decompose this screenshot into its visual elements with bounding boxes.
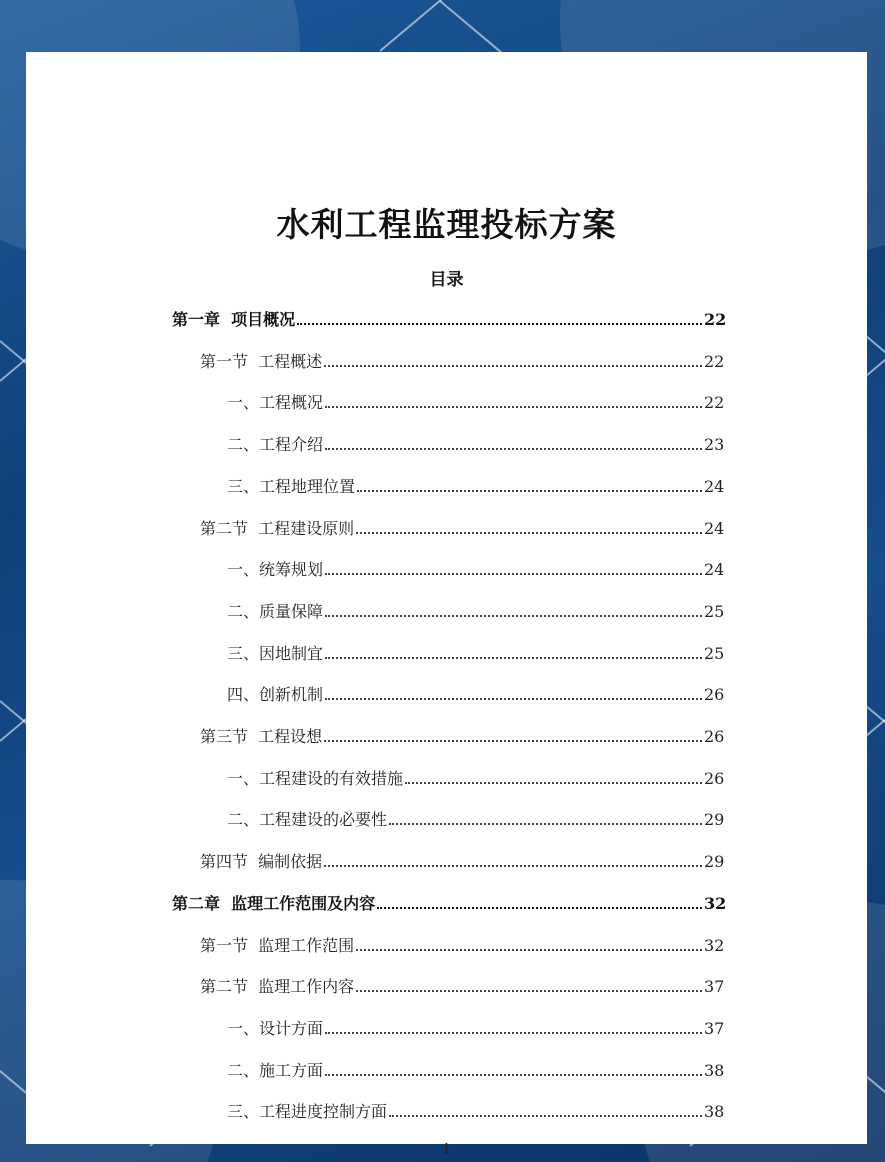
toc-entry-page: 24 xyxy=(704,477,725,496)
toc-entry-label: 第一节 监理工作范围 xyxy=(200,936,355,955)
toc-entry-label: 二、工程介绍 xyxy=(227,435,324,454)
toc-entry-page: 22 xyxy=(704,393,725,412)
toc-entry-level-1[interactable] xyxy=(172,888,727,913)
toc-dot-leader xyxy=(377,907,702,909)
toc-entry-label: 一、统筹规划 xyxy=(227,560,324,579)
page-number: 1 xyxy=(441,1140,452,1158)
toc-entry-level-2[interactable] xyxy=(200,346,724,370)
toc-entry-page: 37 xyxy=(704,1019,725,1038)
toc-entry-page: 38 xyxy=(704,1102,725,1121)
toc-dot-leader xyxy=(356,990,702,992)
toc-dot-leader xyxy=(325,615,702,617)
document-page xyxy=(26,52,867,1158)
toc-entry-label: 一、设计方面 xyxy=(227,1019,324,1038)
toc-heading: 目录 xyxy=(429,270,464,290)
toc-entry-page: 22 xyxy=(704,310,727,329)
toc-dot-leader xyxy=(357,490,702,492)
toc-dot-leader xyxy=(325,406,702,408)
toc-entry-page: 22 xyxy=(704,352,725,371)
toc-entry-level-3[interactable] xyxy=(227,596,724,620)
toc-entry-page: 32 xyxy=(704,894,727,913)
toc-dot-leader xyxy=(325,657,702,659)
toc-dot-leader xyxy=(356,532,702,534)
toc-entry-level-3[interactable] xyxy=(227,1013,724,1037)
toc-entry-page: 24 xyxy=(704,519,725,538)
toc-entry-label: 一、工程建设的有效措施 xyxy=(227,769,404,788)
toc-entry-label: 第二章 监理工作范围及内容 xyxy=(172,894,376,913)
toc-entry-level-3[interactable] xyxy=(227,763,724,787)
toc-entry-level-3[interactable] xyxy=(227,1096,724,1120)
toc-entry-level-2[interactable] xyxy=(200,846,724,870)
toc-entry-page: 25 xyxy=(704,644,725,663)
toc-entry-label: 三、因地制宜 xyxy=(227,644,324,663)
toc-dot-leader xyxy=(389,823,702,825)
toc-dot-leader xyxy=(325,698,702,700)
toc-entry-page: 29 xyxy=(704,810,725,829)
toc-entry-page: 26 xyxy=(704,727,725,746)
toc-entry-page: 29 xyxy=(704,852,725,871)
toc-dot-leader xyxy=(324,365,702,367)
toc-entry-level-2[interactable] xyxy=(200,930,724,954)
toc-entry-page: 23 xyxy=(704,435,725,454)
toc-dot-leader xyxy=(325,1074,702,1076)
toc-entry-label: 第一节 工程概述 xyxy=(200,352,323,371)
toc-entry-page: 25 xyxy=(704,602,725,621)
toc-entry-label: 第三节 工程设想 xyxy=(200,727,323,746)
toc-entry-level-3[interactable] xyxy=(227,804,724,828)
toc-entry-level-3[interactable] xyxy=(227,429,724,453)
toc-dot-leader xyxy=(325,1032,702,1034)
toc-entry-page: 24 xyxy=(704,560,725,579)
toc-entry-label: 二、质量保障 xyxy=(227,602,324,621)
toc-entry-level-3[interactable] xyxy=(227,638,724,662)
toc-entry-page: 37 xyxy=(704,977,725,996)
toc-entry-level-3[interactable] xyxy=(227,471,724,495)
toc-entry-level-1[interactable] xyxy=(172,304,727,329)
toc-entry-label: 四、创新机制 xyxy=(227,685,324,704)
toc-entry-label: 三、工程进度控制方面 xyxy=(227,1102,388,1121)
toc-entry-label: 二、施工方面 xyxy=(227,1061,324,1080)
toc-entry-label: 第二节 工程建设原则 xyxy=(200,519,355,538)
toc-entry-level-2[interactable] xyxy=(200,513,724,537)
toc-entry-label: 二、工程建设的必要性 xyxy=(227,810,388,829)
toc-entry-level-3[interactable] xyxy=(227,554,724,578)
toc-dot-leader xyxy=(297,323,702,325)
toc-entry-label: 三、工程地理位置 xyxy=(227,477,356,496)
toc-entry-level-3[interactable] xyxy=(227,387,724,411)
toc-entry-page: 26 xyxy=(704,769,725,788)
toc-dot-leader xyxy=(325,448,702,450)
toc-dot-leader xyxy=(325,573,702,575)
toc-entry-level-2[interactable] xyxy=(200,721,724,745)
document-title: 水利工程监理投标方案 xyxy=(276,205,617,244)
toc-entry-page: 38 xyxy=(704,1061,725,1080)
toc-entry-page: 26 xyxy=(704,685,725,704)
toc-dot-leader xyxy=(389,1115,702,1117)
toc-entry-label: 一、工程概况 xyxy=(227,393,324,412)
toc-entry-level-2[interactable] xyxy=(200,971,724,995)
toc-dot-leader xyxy=(324,865,702,867)
toc-dot-leader xyxy=(356,949,702,951)
toc-entry-label: 第四节 编制依据 xyxy=(200,852,323,871)
toc-entry-level-3[interactable] xyxy=(227,1055,724,1079)
toc-entry-page: 32 xyxy=(704,936,725,955)
toc-entry-level-3[interactable] xyxy=(227,679,724,703)
toc-entry-label: 第二节 监理工作内容 xyxy=(200,977,355,996)
toc-entry-label: 第一章 项目概况 xyxy=(172,310,296,329)
toc-dot-leader xyxy=(405,782,702,784)
toc-dot-leader xyxy=(324,740,702,742)
